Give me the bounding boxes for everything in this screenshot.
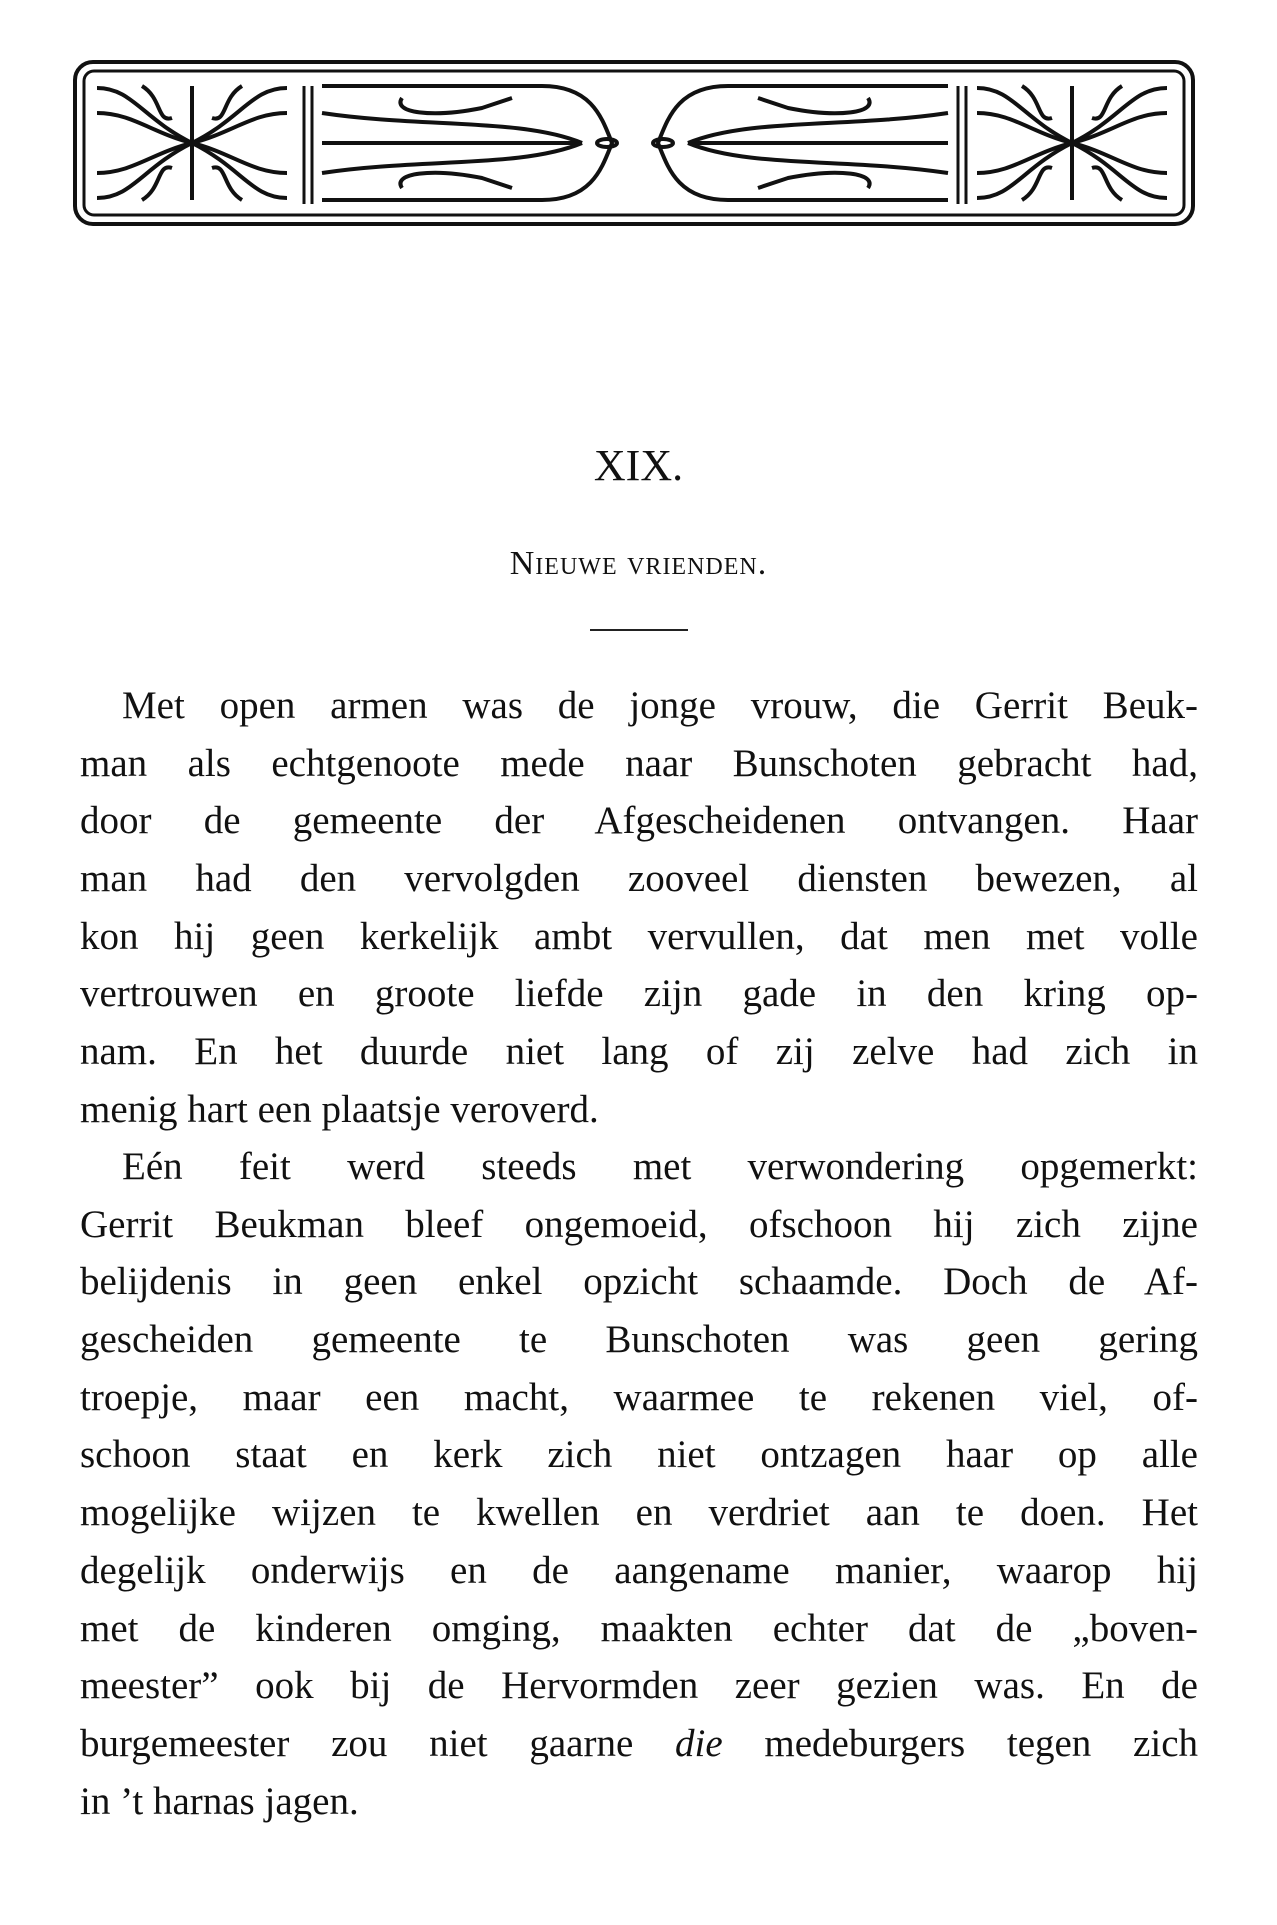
- text-line: in ’t harnas jagen.: [80, 1779, 359, 1823]
- chapter-number: XIX.: [593, 441, 684, 490]
- text-line: gescheiden gemeente te Bunschoten was geen gering: [80, 1318, 1198, 1362]
- text-line: man als echtgenoote mede naar Bunschoten gebracht had,: [80, 741, 1198, 785]
- text-line: door de gemeente der Afgescheidenen ontvangen. Haar: [80, 799, 1198, 843]
- text-line: kon hij geen kerkelijk ambt vervullen, dat men met volle: [80, 914, 1198, 958]
- ornament-panel-center-right: [653, 86, 948, 200]
- text-line: mogelijke wijzen te kwellen en verdriet aan te doen. Het: [80, 1491, 1198, 1535]
- italic-emphasis: die: [675, 1721, 723, 1765]
- text-line: vertrouwen en groote liefde zijn gade in den kring op-: [80, 972, 1198, 1016]
- ornament-panel-right: [977, 86, 1167, 200]
- ornament-inner-border: [84, 71, 1184, 215]
- text-line: schoon staat en kerk zich niet ontzagen haar op alle: [80, 1433, 1198, 1477]
- text-line: met de kinderen omging, maakten echter dat de „boven-: [80, 1606, 1198, 1650]
- paragraph-2: [80, 1138, 1198, 1830]
- chapter-title: Nieuwe vrienden.: [509, 545, 768, 582]
- text-segment: medeburgers tegen zich: [722, 1721, 1198, 1765]
- text-line: degelijk onderwijs en de aangename manier, waarop hij: [80, 1548, 1198, 1592]
- text-line: Eén feit werd steeds met verwondering opgemerkt:: [122, 1145, 1198, 1188]
- text-line-with-italic: [80, 1715, 1198, 1773]
- text-line: man had den vervolgden zooveel diensten bewezen, al: [80, 857, 1198, 901]
- title-divider: [590, 629, 688, 631]
- text-line: nam. En het duurde niet lang of zij zelve had zich in: [80, 1030, 1198, 1074]
- decorative-header-ornament: [72, 58, 1198, 230]
- paragraph-1: [80, 677, 1198, 1139]
- text-line: menig hart een plaatsje veroverd.: [80, 1087, 599, 1131]
- ornament-panel-left: [97, 86, 287, 200]
- text-line: Met open armen was de jonge vrouw, die Gerrit Beuk-: [122, 684, 1198, 727]
- text-line: troepje, maar een macht, waarmee te rekenen viel, of-: [80, 1375, 1198, 1419]
- text-line: belijdenis in geen enkel opzicht schaamde. Doch de Af-: [80, 1260, 1198, 1304]
- text-line: Gerrit Beukman bleef ongemoeid, ofschoon hij zich zijne: [80, 1202, 1198, 1246]
- ornament-panel-center-left: [322, 86, 617, 200]
- text-segment: burgemeester zou niet gaarne: [80, 1721, 676, 1765]
- text-line: meester” ook bij de Hervormden zeer gezien was. En de: [80, 1664, 1198, 1708]
